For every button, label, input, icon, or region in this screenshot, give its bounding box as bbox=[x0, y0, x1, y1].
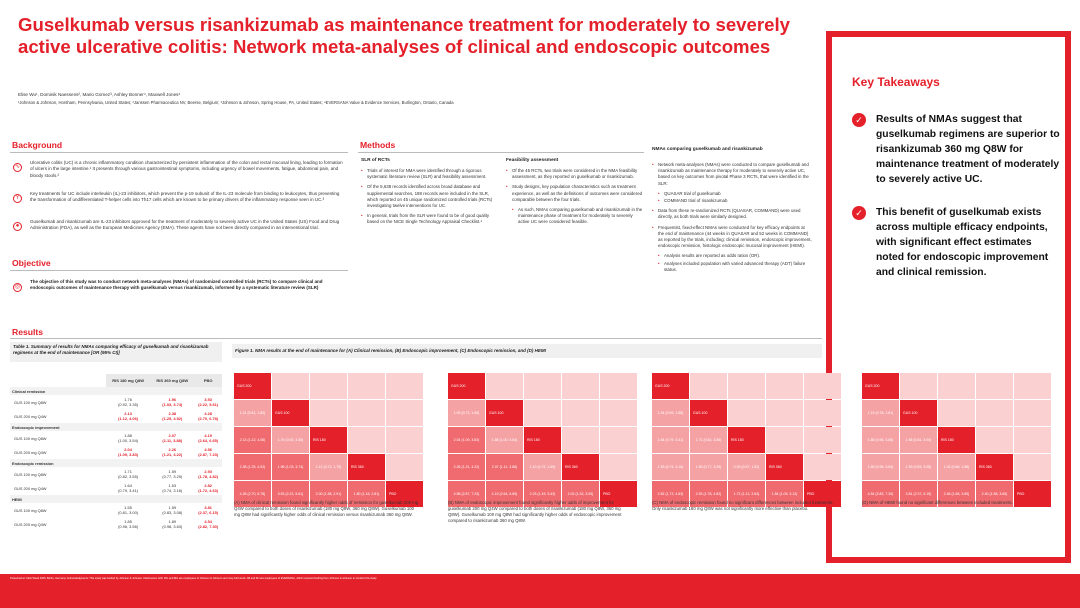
league-cell: 1.71 (0.82, 3.55) bbox=[690, 427, 727, 453]
empty-cell bbox=[1014, 427, 1051, 453]
empty-cell bbox=[310, 400, 347, 426]
table-cell: 2.26 (1.21, 4.22) bbox=[162, 447, 183, 457]
empty-cell bbox=[386, 373, 423, 399]
empty-cell bbox=[386, 427, 423, 453]
table-group-header: Endoscopic remission bbox=[10, 459, 222, 467]
empty-cell bbox=[900, 373, 937, 399]
empty-cell bbox=[766, 427, 803, 453]
table-cell: 3.53 (2.22, 5.61) bbox=[198, 397, 219, 407]
league-cell: 2.46 (1.66, 3.65) bbox=[938, 481, 975, 507]
table-cell: 3.81 (2.37, 6.15) bbox=[198, 505, 219, 515]
table-cell: 4.28 (2.70, 6.78) bbox=[198, 411, 219, 421]
background-para-3: Guselkumab and risankizumab are IL-23 inhibitors approved for the treatment of moderately to severely active UC in the United States (US) Food and Drug Administration (FDA), as well as the European Medicines Agency (EMA). These agents have not been directly compared in an interventional trial. bbox=[30, 219, 340, 231]
table-row bbox=[10, 481, 222, 495]
league-cell: 1.64 (0.79, 3.41) bbox=[652, 427, 689, 453]
empty-cell bbox=[486, 373, 523, 399]
treatment-label: GUS 200 bbox=[862, 373, 899, 399]
col-header-blank bbox=[10, 374, 106, 387]
treatment-label: RIS 180 bbox=[728, 427, 765, 453]
treatment-label: PBO bbox=[386, 481, 423, 507]
takeaway-2: This benefit of guselkumab exists across multiple efficacy endpoints, with significant effect estimates noted for endoscopic improvement and clinical remission. bbox=[876, 207, 1049, 278]
nma-heading: NMAs comparing guselkumab and risankizumab bbox=[652, 147, 763, 152]
league-table-panel bbox=[234, 373, 423, 507]
treatment-label: RIS 360 bbox=[348, 454, 385, 480]
league-cell: 1.59 (0.83, 3.08) bbox=[900, 454, 937, 480]
authors: Elise Wu¹, Dominik Naessens², Mario Gomez³, Ashley Bonner⁴, Maxwell Jones⁴ bbox=[18, 92, 181, 97]
table-cell: 1.64 (0.79, 3.41) bbox=[118, 483, 139, 493]
table-cell: 1.59 (0.77, 3.29) bbox=[162, 469, 183, 479]
league-cell: 3.81 (2.37, 6.15) bbox=[900, 481, 937, 507]
empty-cell bbox=[272, 373, 309, 399]
empty-cell bbox=[804, 454, 841, 480]
league-cell: 1.84 (1.09, 3.12) bbox=[766, 481, 803, 507]
row-label: GUS 100 mg Q8W bbox=[14, 507, 47, 513]
feasibility-bullet-2: • Study designs, key population characteristics such as treatment experience, as well as the definitions of outcomes were considered comparable between the four trials. bbox=[506, 184, 644, 203]
league-table-panel bbox=[448, 373, 637, 507]
league-cell: 1.55 (0.81, 3.00) bbox=[900, 427, 937, 453]
objective-heading: Objective bbox=[12, 258, 51, 268]
results-heading: Results bbox=[12, 327, 44, 337]
league-cell: 2.26 (1.21, 4.22) bbox=[448, 454, 485, 480]
table-cell: 2.93 (1.78, 4.82) bbox=[198, 469, 219, 479]
objective-text: The objective of this study was to conduct network meta-analyses (NMAs) of randomized controlled trials (RCTs) to compare clinical and endoscopic outcomes of maintenance therapy with guselkumab versus risankizumab, informed by a systematic literature review (SLR) bbox=[30, 279, 323, 291]
panel-caption: (D) NMA of HEMI found no significant differences between included treatments. bbox=[862, 500, 1013, 505]
treatment-label: GUS 100 bbox=[900, 400, 937, 426]
empty-cell bbox=[348, 427, 385, 453]
empty-cell bbox=[976, 400, 1013, 426]
table-cell: 1.96 (1.03, 3.74) bbox=[162, 397, 183, 407]
col-header-pbo: PBO bbox=[194, 374, 222, 387]
treatment-label: PBO bbox=[1014, 481, 1051, 507]
league-cell: 3.53 (2.22, 5.61) bbox=[272, 481, 309, 507]
takeaway-1: Results of NMAs suggest that guselkumab regimens are superior to risankizumab 360 mg Q8W for maintenance treatment of moderately to severely active UC. bbox=[876, 114, 1060, 185]
treatment-label: PBO bbox=[804, 481, 841, 507]
table-cell: 4.19 (2.64, 6.65) bbox=[198, 433, 219, 443]
table-cell: 2.13 (1.12, 4.06) bbox=[118, 411, 139, 421]
empty-cell bbox=[562, 427, 599, 453]
league-cell: 0.93 (0.57, 1.52) bbox=[728, 454, 765, 480]
antibody-icon: Y bbox=[13, 194, 22, 203]
slr-bullet-3: • In general, trials from the SLR were found to be of good quality based on the NICE Single Technology Appraisal Checklist.⁴ bbox=[361, 213, 497, 225]
league-cell: 1.02 (0.66, 1.58) bbox=[938, 454, 975, 480]
table-cell: 4.54 (2.82, 7.30) bbox=[198, 519, 219, 529]
nma-sub-1a: • QUASAR trial of guselkumab bbox=[652, 191, 812, 197]
slr-heading: SLR of RCTs bbox=[361, 158, 390, 163]
table-cell: 1.76 (0.92, 3.35) bbox=[118, 397, 139, 407]
league-cell: 2.04 (1.09, 3.83) bbox=[448, 427, 485, 453]
league-cell: 1.76 (0.92, 3.35) bbox=[272, 427, 309, 453]
empty-cell bbox=[600, 373, 637, 399]
row-label: GUS 100 mg Q8W bbox=[14, 399, 47, 405]
empty-cell bbox=[386, 454, 423, 480]
empty-cell bbox=[804, 373, 841, 399]
key-takeaways-heading: Key Takeaways bbox=[852, 75, 940, 89]
treatment-label: RIS 360 bbox=[976, 454, 1013, 480]
feasibility-heading: Feasibility assessment bbox=[506, 158, 559, 163]
feasibility-sub-bullet: • As such, NMAs comparing guselkumab and risankizumab in the maintenance phase of treatment for moderately to severely active UC were considered feasible. bbox=[506, 207, 644, 226]
league-cell: 4.19 (2.64, 6.65) bbox=[486, 481, 523, 507]
league-cell: 2.38 (1.25, 4.52) bbox=[234, 454, 271, 480]
league-cell: 1.72 (1.12, 2.64) bbox=[728, 481, 765, 507]
figure-caption: Figure 1. NMA results at the end of maintenance for (A) Clinical remission, (B) Endoscopic improvement, (C) Endoscopic remission, and (D) HEMI bbox=[232, 344, 822, 358]
table-cell: 4.56 (2.87, 7.23) bbox=[198, 447, 219, 457]
row-label: GUS 100 mg Q8W bbox=[14, 435, 47, 441]
col-header-ris180: RIS 180 mg Q8W bbox=[106, 374, 150, 387]
pill-icon: ● bbox=[13, 222, 22, 231]
league-cell: 2.07 (1.11, 3.88) bbox=[486, 454, 523, 480]
treatment-label: GUS 100 bbox=[486, 400, 523, 426]
table-cell: 2.07 (1.11, 3.88) bbox=[162, 433, 183, 443]
empty-cell bbox=[976, 373, 1013, 399]
empty-cell bbox=[386, 400, 423, 426]
league-table-panel bbox=[862, 373, 1051, 507]
nma-bullet-1: • Network meta-analyses (NMAs) were conducted to compare guselkumab and risankizumab as maintenance therapy for moderately to severely active UC, based on key outcomes from pivotal Phase 3 RCTs, that were identified in the SLR: bbox=[652, 162, 812, 187]
slr-bullet-2: • Of the 5,638 records identified across broad database and supplemental searches, 188 records were included in the SLR, which reported on 45 unique randomized controlled trials (RCTs) investigating twelve interventions for UC. bbox=[361, 184, 497, 209]
table-cell: 1.85 (0.96, 3.56) bbox=[118, 519, 139, 529]
league-cell: 2.93 (1.78, 4.82) bbox=[690, 481, 727, 507]
league-cell: 2.23 (1.49, 3.43) bbox=[524, 481, 561, 507]
league-cell: 1.21 (0.81, 1.80) bbox=[234, 400, 271, 426]
row-label: GUS 200 mg Q4W bbox=[14, 449, 47, 455]
table-cell: 1.88 (1.00, 3.54) bbox=[118, 433, 139, 443]
row-label: GUS 200 mg Q4W bbox=[14, 413, 47, 419]
treatment-label: RIS 360 bbox=[766, 454, 803, 480]
empty-cell bbox=[562, 373, 599, 399]
intestine-icon: ∿ bbox=[14, 164, 21, 170]
table-cell: 1.59 (0.83, 3.08) bbox=[162, 505, 183, 515]
results-table bbox=[10, 374, 222, 531]
empty-cell bbox=[600, 427, 637, 453]
league-cell: 1.19 (0.78, 1.81) bbox=[862, 400, 899, 426]
empty-cell bbox=[1014, 400, 1051, 426]
poster-title: Guselkumab versus risankizumab as maintenance treatment for moderately to severely active ulcerative colitis: Network meta-analyses of clinical and endoscopic outcomes bbox=[18, 14, 790, 57]
empty-cell bbox=[600, 400, 637, 426]
league-cell: 1.96 (1.03, 3.74) bbox=[272, 454, 309, 480]
league-cell: 1.59 (0.77, 3.29) bbox=[690, 454, 727, 480]
table-group-header: Endoscopic improvement bbox=[10, 423, 222, 431]
empty-cell bbox=[524, 373, 561, 399]
treatment-label: RIS 360 bbox=[562, 454, 599, 480]
league-cell: 1.89 (0.98, 3.63) bbox=[862, 454, 899, 480]
panel-caption: (B) NMA of endoscopic improvement found significantly higher odds of improvement for guselkumab 200 mg Q4W compared to both doses of risankizumab (180 mg Q8W, 360 mg Q8W). Guselkumab 100 mg Q8W had significantly higher odds of endoscopic improvement compared to risankizumab 360 mg Q8W. bbox=[448, 500, 622, 523]
table-row bbox=[10, 409, 222, 423]
table-group-header: Clinical remission bbox=[10, 387, 222, 395]
table-row bbox=[10, 395, 222, 409]
empty-cell bbox=[766, 373, 803, 399]
table-row bbox=[10, 517, 222, 531]
league-cell: 1.53 (0.74, 3.16) bbox=[652, 454, 689, 480]
league-cell: 1.12 (0.72, 1.75) bbox=[310, 454, 347, 480]
league-cell: 2.00 (1.38, 2.91) bbox=[310, 481, 347, 507]
row-label: GUS 200 mg Q4W bbox=[14, 521, 47, 527]
nma-bullet-3: • Frequentist, fixed-effect NMAs were conducted for key efficacy endpoints at the end of maintenance (44 weeks in QUASAR and 52 weeks in COMMAND) as reported by the trials, including: clinical remission, endoscopic improvement, endoscopic remission, histologic endoscopic mucosal improvement (HEMI). bbox=[652, 225, 812, 250]
treatment-label: RIS 180 bbox=[310, 427, 347, 453]
empty-cell bbox=[804, 427, 841, 453]
league-cell: 1.04 (0.69, 1.58) bbox=[652, 400, 689, 426]
league-cell: 1.80 (1.15, 2.81) bbox=[348, 481, 385, 507]
table-cell: 2.82 (1.72, 4.63) bbox=[198, 483, 219, 493]
methods-heading: Methods bbox=[360, 140, 396, 150]
panel-caption: (A) NMA of clinical remission found significantly higher odds of remission for guselkumab 200 mg Q4W compared to both doses of risankizumab (180 mg Q8W, 360 mg Q8W). Guselkumab 100 mg Q8W had significantly higher odds of clinical remission versus risankizumab 360 mg Q8W. bbox=[234, 500, 419, 517]
empty-cell bbox=[938, 400, 975, 426]
table-caption: Table 1. Summary of results for NMAs comparing efficacy of guselkumab and risankizumab regimens at the end of maintenance [OR (95% CI)] bbox=[10, 342, 222, 362]
empty-cell bbox=[310, 373, 347, 399]
slr-bullet-1: • Trials of interest for NMA were identified through a rigorous systematic literature review (SLR) and feasibility assessment. bbox=[361, 168, 497, 180]
table-cell: 1.89 (0.98, 3.63) bbox=[162, 519, 183, 529]
table-row bbox=[10, 445, 222, 459]
league-cell: 2.40 (1.58, 3.65) bbox=[976, 481, 1013, 507]
treatment-label: GUS 100 bbox=[690, 400, 727, 426]
background-para-2: Key treatments for UC include interleukin (IL)-23 inhibitors, which prevent the p-19 subunit of the IL-23 molecule from binding to leukocytes, thus preventing the transformation of undifferentiated T-helper cells into Th17 cells which are known to be primary drivers of the inflammatory response seen in UC.³ bbox=[30, 191, 340, 203]
league-cell: 4.54 (2.82, 7.30) bbox=[862, 481, 899, 507]
footer-text: Presented at: UEG Week 2025, Berlin, Germany. Acknowledgments: This study was funded by Johnson & Johnson. Disclosures: EW, DN, and MG are employees of Johnson & Johnson and may hold stock. AB and MJ are employees of EVERSANA, which received funding from Johnson & Johnson to conduct this study. bbox=[10, 577, 378, 580]
empty-cell bbox=[804, 400, 841, 426]
empty-cell bbox=[562, 400, 599, 426]
target-icon: ◎ bbox=[14, 284, 21, 290]
check-icon: ✓ bbox=[852, 113, 866, 127]
col-header-ris360: RIS 360 mg Q8W bbox=[150, 374, 194, 387]
treatment-label: RIS 180 bbox=[524, 427, 561, 453]
treatment-label: GUS 200 bbox=[652, 373, 689, 399]
empty-cell bbox=[1014, 373, 1051, 399]
treatment-label: PBO bbox=[600, 481, 637, 507]
league-cell: 4.28 (2.70, 6.78) bbox=[234, 481, 271, 507]
empty-cell bbox=[1014, 454, 1051, 480]
empty-cell bbox=[690, 373, 727, 399]
empty-cell bbox=[348, 400, 385, 426]
league-cell: 4.56 (2.87, 7.23) bbox=[448, 481, 485, 507]
panel-caption: (C) NMA of endoscopic remission found no significant differences between included treatments. Only risankizumab 180 mg Q8W was not significantly more effective than placebo. bbox=[652, 500, 834, 511]
league-table-panel bbox=[652, 373, 841, 507]
table-row bbox=[10, 503, 222, 517]
empty-cell bbox=[766, 400, 803, 426]
row-label: GUS 100 mg Q8W bbox=[14, 471, 47, 477]
league-cell: 2.13 (1.12, 4.06) bbox=[234, 427, 271, 453]
league-cell: 1.88 (1.00, 3.54) bbox=[486, 427, 523, 453]
feasibility-bullet-1: • Of the 45 RCTs, two trials were considered in the NMA feasibility assessment, as they reported on guselkumab or risankizumab. bbox=[506, 168, 644, 180]
background-para-1: Ulcerative colitis (UC) is a chronic inflammatory condition characterized by persistent inflammation of the colon and rectal mucosal lining, leading to formation of ulcers in the large intestine.¹ It presents through various gastrointestinal symptoms, including urgency of bowel movements, fatigue, abdominal pain, and bloody stools.² bbox=[30, 160, 343, 178]
row-label: GUS 200 mg Q4W bbox=[14, 485, 47, 491]
empty-cell bbox=[938, 373, 975, 399]
check-icon: ✓ bbox=[852, 206, 866, 220]
treatment-label: GUS 100 bbox=[272, 400, 309, 426]
treatment-label: RIS 180 bbox=[938, 427, 975, 453]
background-heading: Background bbox=[12, 140, 63, 150]
treatment-label: GUS 200 bbox=[234, 373, 271, 399]
nma-bullet-2: • Data from these re-randomized RCTs (QUASAR, COMMAND) were used directly, as both trials were similarly designed. bbox=[652, 208, 812, 220]
table-cell: 1.55 (0.81, 3.00) bbox=[118, 505, 139, 515]
table-row bbox=[10, 467, 222, 481]
table-group-header: HEMI bbox=[10, 495, 222, 503]
table-cell: 2.04 (1.09, 3.83) bbox=[118, 447, 139, 457]
league-cell: 2.02 (1.32, 3.09) bbox=[562, 481, 599, 507]
empty-cell bbox=[524, 400, 561, 426]
affiliations: ¹Johnson & Johnson, Horsham, Pennsylvania, United States; ²Janssen Pharmaceutica NV, Beerse, Belgium; ³Johnson & Johnson, Spring House, PA, United States; ⁴EVERSANA Value & Evidence Services, Burlington, Ontario, Canada bbox=[18, 100, 454, 105]
nma-sub-3a: • Analysis results are reported as odds ratios (OR). bbox=[652, 253, 812, 259]
empty-cell bbox=[728, 373, 765, 399]
nma-sub-3b: • Analyses included population with varied advanced therapy (ADT) failure status. bbox=[652, 261, 812, 273]
league-cell: 2.82 (1.72, 4.63) bbox=[652, 481, 689, 507]
league-cell: 1.85 (0.96, 3.56) bbox=[862, 427, 899, 453]
table-cell: 1.71 (0.82, 3.55) bbox=[118, 469, 139, 479]
table-cell: 1.53 (0.74, 3.16) bbox=[162, 483, 183, 493]
empty-cell bbox=[348, 373, 385, 399]
league-cell: 1.10 (0.72, 1.69) bbox=[524, 454, 561, 480]
nma-sub-1b: • COMMAND trial of risankizumab bbox=[652, 198, 812, 204]
empty-cell bbox=[976, 427, 1013, 453]
empty-cell bbox=[600, 454, 637, 480]
table-row bbox=[10, 431, 222, 445]
treatment-label: GUS 200 bbox=[448, 373, 485, 399]
league-cell: 1.09 (0.72, 1.65) bbox=[448, 400, 485, 426]
empty-cell bbox=[728, 400, 765, 426]
table-cell: 2.38 (1.25, 4.52) bbox=[162, 411, 183, 421]
